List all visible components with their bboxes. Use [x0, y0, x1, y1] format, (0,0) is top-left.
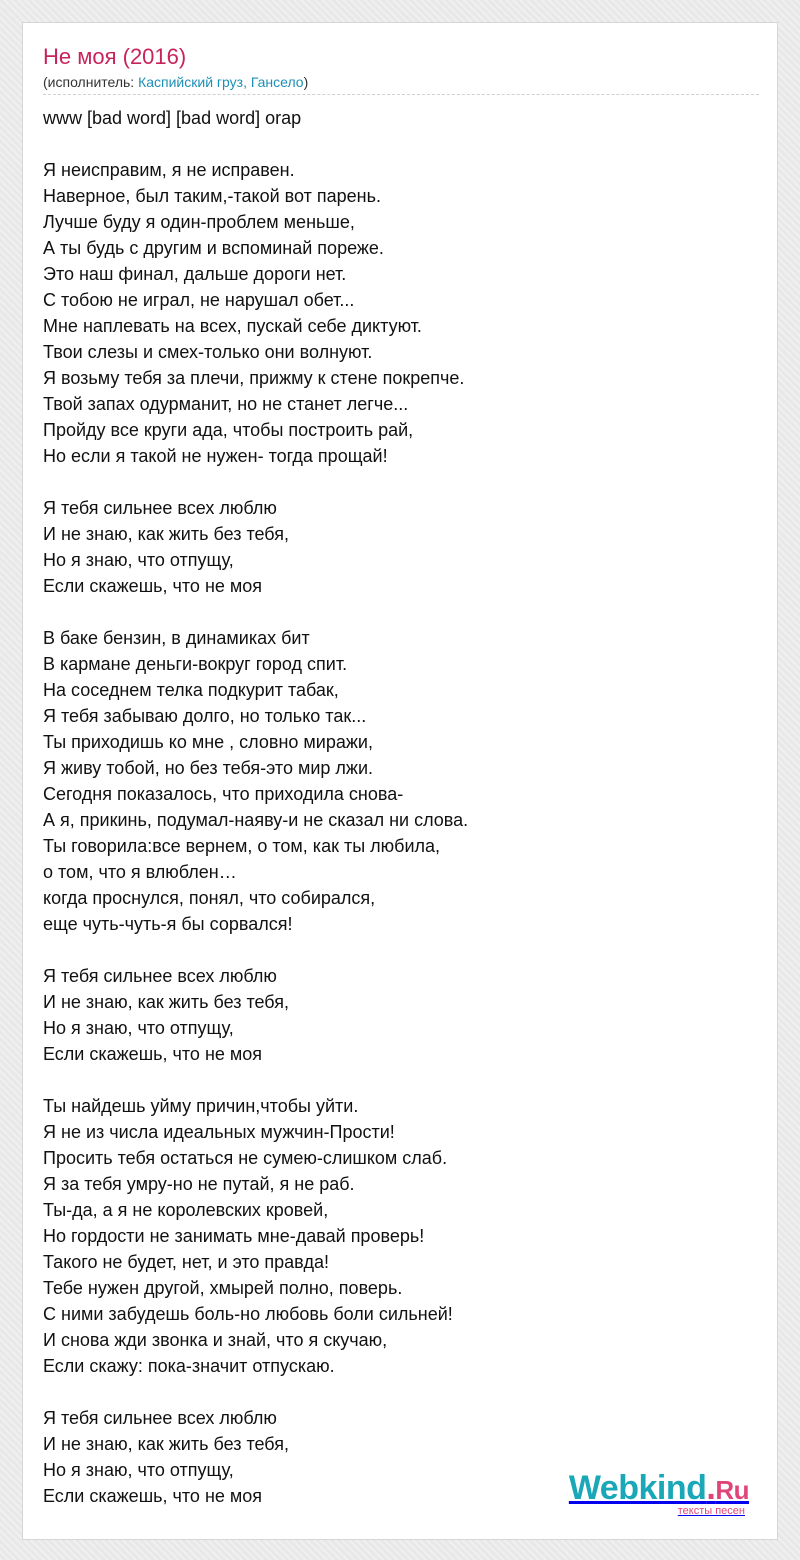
- logo-wordmark: [569, 1471, 749, 1507]
- lyrics-line: Это наш финал, дальше дороги нет.: [43, 264, 347, 284]
- lyrics-line: Наверное, был таким,-такой вот парень.: [43, 186, 381, 206]
- lyrics-line: И не знаю, как жить без тебя,: [43, 524, 289, 544]
- lyrics-line: Я тебя сильнее всех люблю: [43, 966, 277, 986]
- lyrics-line: Если скажешь, что не моя: [43, 1044, 263, 1064]
- lyrics-line: Ты приходишь ко мне , словно миражи,: [43, 732, 373, 752]
- lyrics-stanza: [43, 157, 759, 469]
- site-logo[interactable]: [569, 1471, 749, 1517]
- song-title: Не моя (2016): [43, 44, 187, 69]
- lyrics-stanza: [43, 495, 759, 599]
- lyrics-card: [22, 22, 778, 1540]
- lyrics-line: Лучше буду я один-проблем меньше,: [43, 212, 355, 232]
- lyrics-line: Я тебя сильнее всех люблю: [43, 1408, 277, 1428]
- lyrics-line: Но гордости не занимать мне-давай проверь!: [43, 1226, 425, 1246]
- divider: [43, 94, 759, 95]
- lyrics-line: Твой запах одурманит, но не станет легче...: [43, 394, 409, 414]
- lyrics-line: Я тебя сильнее всех люблю: [43, 498, 277, 518]
- lyrics-stanza: [43, 105, 759, 131]
- lyrics-line: Твои слезы и смех-только они волнуют.: [43, 342, 373, 362]
- lyrics-stanza: [43, 963, 759, 1067]
- lyrics-line: Пройду все круги ада, чтобы построить рай,: [43, 420, 414, 440]
- logo-tld: Ru: [715, 1475, 749, 1505]
- lyrics-line: Если скажешь, что не моя: [43, 1486, 263, 1506]
- lyrics-line: Но если я такой не нужен- тогда прощай!: [43, 446, 388, 466]
- lyrics-line: Если скажешь, что не моя: [43, 576, 263, 596]
- lyrics-line: Я не из числа идеальных мужчин-Прости!: [43, 1122, 395, 1142]
- lyrics-line: Но я знаю, что отпущу,: [43, 1460, 234, 1480]
- lyrics-line: Я неисправим, я не исправен.: [43, 160, 295, 180]
- lyrics-line: С тобою не играл, не нарушал обет...: [43, 290, 355, 310]
- lyrics-line: В кармане деньги-вокруг город спит.: [43, 654, 348, 674]
- artist-line: [43, 73, 308, 91]
- lyrics-line: Ты найдешь уйму причин,чтобы уйти.: [43, 1096, 359, 1116]
- lyrics-line: На соседнем телка подкурит табак,: [43, 680, 339, 700]
- logo-tagline: тексты песен: [677, 1505, 745, 1517]
- logo-name: Webkind: [568, 1469, 707, 1507]
- logo-dot: .: [706, 1469, 716, 1507]
- lyrics-line: В баке бензин, в динамиках бит: [43, 628, 310, 648]
- lyrics-line: Но я знаю, что отпущу,: [43, 1018, 234, 1038]
- lyrics-line: www [bad word] [bad word] orap: [43, 108, 302, 128]
- artist-suffix: ): [303, 74, 309, 90]
- lyrics-line: С ними забудешь боль-но любовь боли сильней!: [43, 1304, 453, 1324]
- lyrics-line: Ты-да, а я не королевских кровей,: [43, 1200, 329, 1220]
- lyrics-line: И не знаю, как жить без тебя,: [43, 992, 289, 1012]
- lyrics-line: Просить тебя остаться не сумею-слишком слаб.: [43, 1148, 448, 1168]
- lyrics-line: Я возьму тебя за плечи, прижму к стене покрепче.: [43, 368, 465, 388]
- lyrics-line: Я за тебя умру-но не путай, я не раб.: [43, 1174, 355, 1194]
- lyrics-line: еще чуть-чуть-я бы сорвался!: [43, 914, 293, 934]
- lyrics-line: Тебе нужен другой, хмырей полно, поверь.: [43, 1278, 403, 1298]
- lyrics-line: когда проснулся, понял, что собирался,: [43, 888, 376, 908]
- lyrics-line: И снова жди звонка и знай, что я скучаю,: [43, 1330, 388, 1350]
- lyrics-line: А я, прикинь, подумал-наяву-и не сказал ни слова.: [43, 810, 469, 830]
- lyrics-line: Мне наплевать на всех, пускай себе диктуют.: [43, 316, 422, 336]
- lyrics-line: Сегодня показалось, что приходила снова-: [43, 784, 404, 804]
- artist-prefix: (исполнитель:: [43, 74, 139, 90]
- lyrics-line: о том, что я влюблен…: [43, 862, 237, 882]
- lyrics-line: Я тебя забываю долго, но только так...: [43, 706, 367, 726]
- lyrics-line: И не знаю, как жить без тебя,: [43, 1434, 289, 1454]
- lyrics-stanza: [43, 1093, 759, 1379]
- lyrics-stanza: [43, 625, 759, 937]
- lyrics-line: А ты будь с другим и вспоминай пореже.: [43, 238, 384, 258]
- artist-link[interactable]: Каспийский груз, Гансело: [138, 74, 304, 90]
- lyrics-line: Такого не будет, нет, и это правда!: [43, 1252, 330, 1272]
- lyrics-line: Ты говорила:все вернем, о том, как ты любила,: [43, 836, 441, 856]
- lyrics-line: Если скажу: пока-значит отпускаю.: [43, 1356, 335, 1376]
- lyrics-line: Но я знаю, что отпущу,: [43, 550, 234, 570]
- lyrics-text: [43, 105, 759, 1535]
- lyrics-line: Я живу тобой, но без тебя-это мир лжи.: [43, 758, 374, 778]
